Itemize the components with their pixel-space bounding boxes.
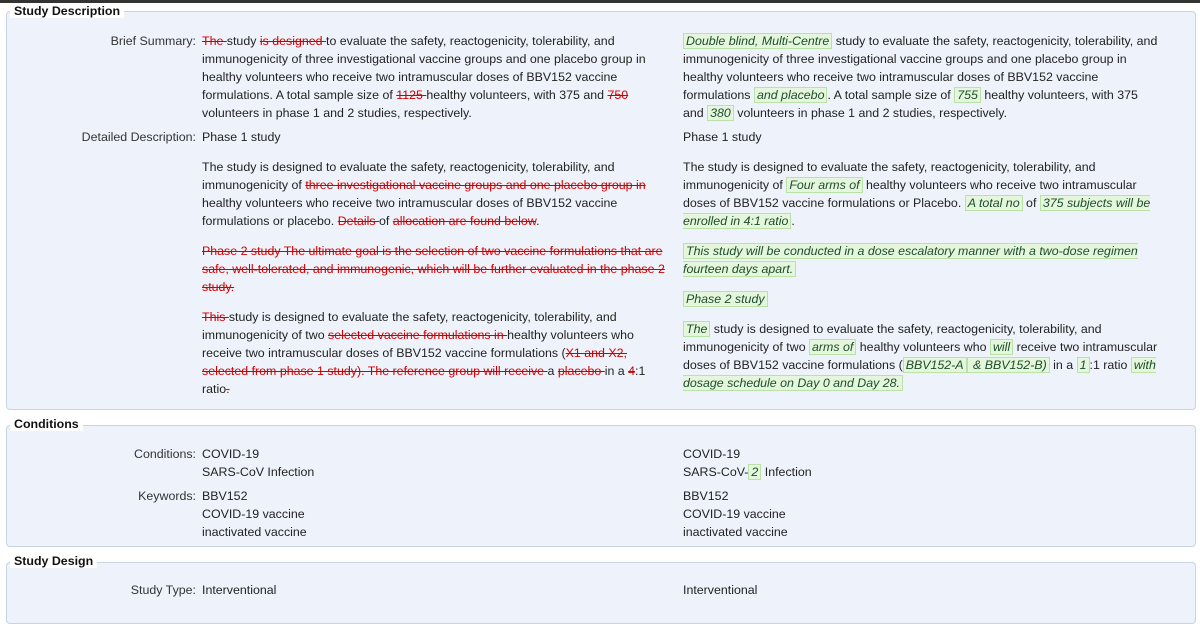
text: study to evaluate the safety, reactogenicity, tolerability, and immunogenicity of three investigational vaccine groups and one placebo group in healthy volunteers who receive two intramuscular doses of BBV152 vaccine formulations <box>683 34 1158 102</box>
removed-text: Phase 2 study The ultimate goal is the selection of two vaccine formulations that are safe, well-tolerated, and immunogenic, which will be further evaluated in the phase 2 study. <box>202 244 665 294</box>
text: :1 ratio <box>202 364 646 396</box>
text: volunteers in phase 1 and 2 studies, respectively. <box>733 106 1008 120</box>
added-text: 375 subjects will be enrolled in 4:1 ratio <box>683 196 1151 228</box>
text: . A total sample size of <box>827 88 955 102</box>
top-border <box>0 0 1200 3</box>
text: The study is designed to evaluate the safety, reactogenicity, tolerability, and immunogenicity of <box>202 160 615 192</box>
text: The study is designed to evaluate the safety, reactogenicity, tolerability, and immunogenicity of <box>683 160 1096 192</box>
text: in a <box>1049 358 1077 372</box>
text: to evaluate the safety, reactogenicity, tolerability, and immunogenicity of three investigational vaccine groups and one placebo group in healthy volunteers who receive two intramuscular doses of BBV152 vaccine formulations. A total sample size of <box>202 34 646 102</box>
condition-item: COVID-19 <box>202 447 260 461</box>
text: study <box>226 34 260 48</box>
text: of <box>379 214 393 228</box>
keywords-new <box>683 487 1159 541</box>
keyword-item: inactivated vaccine <box>202 525 307 539</box>
text: healthy volunteers who <box>856 340 990 354</box>
text: healthy volunteers, with 375 and <box>683 88 1138 120</box>
keyword-item: inactivated vaccine <box>683 525 788 539</box>
removed-text: allocation are found below <box>392 214 537 228</box>
added-text: and placebo <box>754 87 828 103</box>
brief-summary-new <box>683 32 1159 122</box>
section-title-study-description: Study Description <box>10 4 124 18</box>
detailed-new-phase1: Phase 1 study <box>683 130 762 144</box>
removed-text: This <box>202 310 229 324</box>
text: SARS-CoV- <box>683 465 749 479</box>
added-text: The <box>683 321 710 337</box>
text: . <box>791 214 795 228</box>
detailed-old-phase1: Phase 1 study <box>202 130 281 144</box>
keyword-item: BBV152 <box>683 489 729 503</box>
conditions-old <box>202 445 676 481</box>
removed-text: . <box>226 382 230 396</box>
added-text: Four arms of <box>786 177 862 193</box>
detailed-old-para2 <box>202 158 676 230</box>
added-text: 1 <box>1077 357 1090 373</box>
added-text: will <box>990 339 1013 355</box>
text: of <box>1022 196 1040 210</box>
removed-text: X1 and X2, selected from phase 1 study). The reference group will receive <box>202 346 627 378</box>
condition-item: COVID-19 <box>683 447 741 461</box>
section-title-conditions: Conditions <box>10 417 83 431</box>
conditions-new <box>683 445 1159 481</box>
added-text: BBV152-A <box>903 357 967 373</box>
text: healthy volunteers, with 375 and <box>426 88 608 102</box>
text: receive two intramuscular doses of BBV152 vaccine formulations ( <box>683 340 1158 372</box>
added-text: A total no <box>965 195 1023 211</box>
text: volunteers in phase 1 and 2 studies, respectively. <box>202 106 472 120</box>
label-keywords: Keywords: <box>138 489 196 503</box>
removed-text: 1125 <box>396 88 427 102</box>
text: study is designed to evaluate the safety, reactogenicity, tolerability, and immunogenicity of two <box>683 322 1102 354</box>
keyword-item: BBV152 <box>202 489 248 503</box>
text: a <box>547 364 558 378</box>
added-text: with dosage schedule on Day 0 and Day 28. <box>683 358 1156 390</box>
removed-text: The <box>202 34 227 48</box>
detailed-new-para2 <box>683 158 1159 230</box>
added-text: Phase 2 study <box>683 291 768 307</box>
section-title-study-design: Study Design <box>10 554 97 568</box>
added-text: 380 <box>707 105 734 121</box>
detailed-new-para5 <box>683 320 1159 392</box>
removed-text: three investigational vaccine groups and one placebo group in <box>305 178 646 192</box>
removed-text: 4 <box>628 364 636 378</box>
text: in a <box>604 364 629 378</box>
detailed-old-para3 <box>202 242 676 296</box>
text: . <box>536 214 540 228</box>
removed-text: is designed <box>259 34 326 48</box>
keyword-item: COVID-19 vaccine <box>683 507 786 521</box>
added-text: & BBV152-B) <box>967 357 1050 373</box>
removed-text: Details <box>337 214 380 228</box>
text: healthy volunteers who receive two intramuscular doses of BBV152 vaccine formulations ( <box>202 328 634 360</box>
detailed-new-phase2 <box>683 290 1159 308</box>
added-text: Double blind, Multi-Centre <box>683 33 832 49</box>
label-conditions: Conditions: <box>134 447 196 461</box>
study-type-new: Interventional <box>683 583 758 597</box>
text: :1 ratio <box>1089 358 1131 372</box>
added-text: This study will be conducted in a dose escalatory manner with a two-dose regimen fourteen days apart. <box>683 244 1138 276</box>
text: healthy volunteers who receive two intramuscular doses of BBV152 vaccine formulations or Placebo. <box>683 178 1137 210</box>
added-text: 755 <box>954 87 981 103</box>
added-text: 2 <box>748 464 761 480</box>
text: healthy volunteers who receive two intramuscular doses of BBV152 vaccine formulations or placebo. <box>202 196 618 228</box>
detailed-old-para4 <box>202 308 676 398</box>
removed-text: 750 <box>607 88 629 102</box>
label-detailed-description: Detailed Description: <box>81 130 196 144</box>
label-study-type: Study Type: <box>130 583 196 597</box>
removed-text: placebo <box>557 364 605 378</box>
added-text: arms of <box>809 339 856 355</box>
detailed-new-para3 <box>683 242 1159 278</box>
label-brief-summary: Brief Summary: <box>110 34 196 48</box>
keyword-item: COVID-19 vaccine <box>202 507 305 521</box>
keywords-old <box>202 487 676 541</box>
text: study is designed to evaluate the safety, reactogenicity, tolerability, and immunogenicity of two <box>202 310 617 342</box>
condition-item <box>683 463 1159 481</box>
text: Infection <box>761 465 812 479</box>
removed-text: selected vaccine formulations in <box>328 328 508 342</box>
study-type-old: Interventional <box>202 583 277 597</box>
condition-item: SARS-CoV Infection <box>202 465 315 479</box>
brief-summary-old <box>202 32 676 122</box>
